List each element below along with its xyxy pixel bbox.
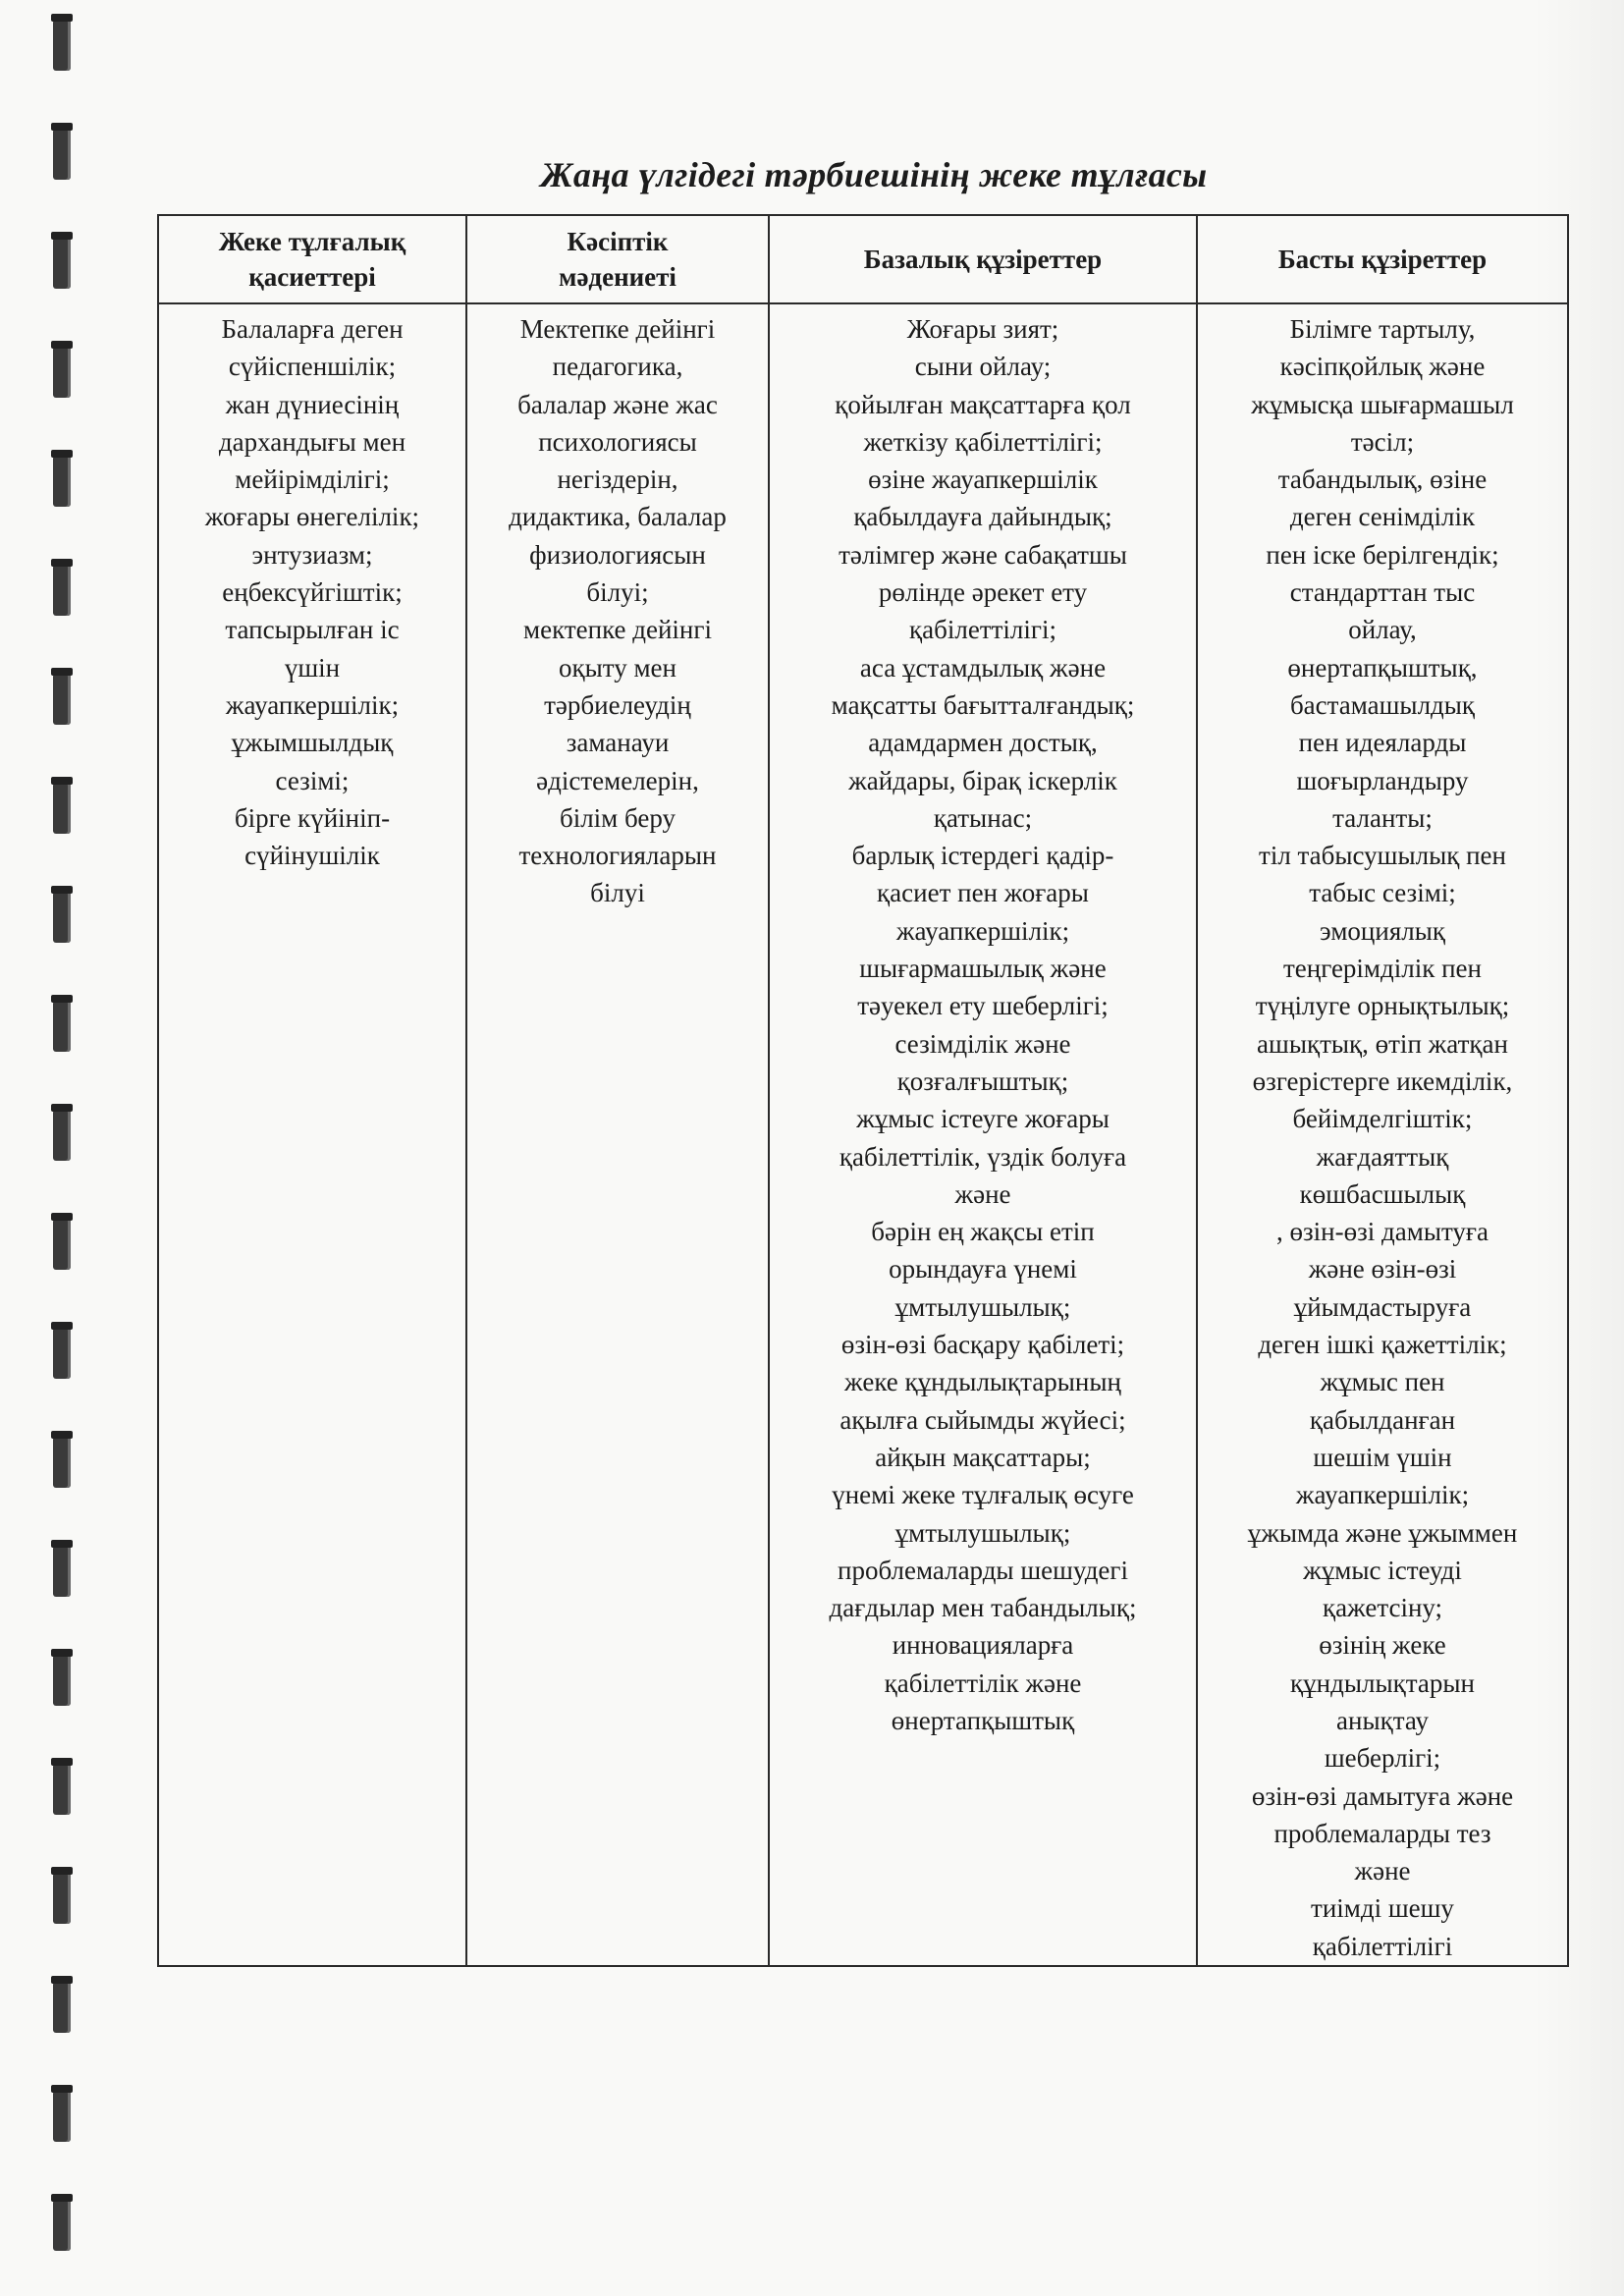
cell-line: қабылданған	[1309, 1404, 1456, 1435]
cell-personal-qualities	[158, 303, 466, 1966]
cell-line: қабілеттілік және	[884, 1667, 1082, 1698]
cell-line: өзгерістерге икемділік,	[1252, 1066, 1513, 1096]
cell-line: шеберлігі;	[1324, 1743, 1441, 1774]
binder-hole	[53, 674, 71, 725]
binder-hole	[53, 20, 71, 71]
cell-line: проблемаларды шешудегі	[838, 1555, 1128, 1585]
cell-key-competencies	[1197, 303, 1568, 1966]
cell-line: түңілуге орнықтылық;	[1255, 991, 1510, 1021]
header-basic-competencies	[769, 215, 1197, 303]
cell-line: жеке құндылықтарының	[844, 1367, 1121, 1397]
cell-line: қасиеттері	[248, 262, 376, 292]
cell-line: жағдаяттық	[1316, 1141, 1449, 1172]
page-title: Жаңа үлгідегі тәрбиешінің жеке тұлғасы	[540, 155, 1208, 194]
cell-line: шоғырландыру	[1296, 765, 1469, 795]
binder-holes	[53, 0, 92, 2296]
cell-line: ақылға сыйымды жүйесі;	[839, 1404, 1126, 1435]
binder-hole	[53, 2091, 71, 2142]
binder-hole	[53, 347, 71, 398]
binder-hole	[53, 238, 71, 289]
cell-line: және	[1354, 1856, 1411, 1886]
cell-line: энтузиазм;	[251, 539, 373, 570]
cell-line: жұмыс істеуге жоғары	[856, 1104, 1110, 1134]
cell-line: қабылдауға дайындық;	[853, 502, 1112, 532]
cell-line: ұмтылушылық;	[894, 1291, 1071, 1322]
cell-line: қасиет пен жоғары	[877, 878, 1089, 908]
cell-line: сүйіспеншілік;	[228, 352, 397, 382]
cell-line: тәуекел ету шеберлігі;	[857, 991, 1109, 1021]
cell-line: мектепке дейінгі	[523, 615, 712, 645]
cell-line: сезімі;	[275, 765, 350, 795]
cell-line: барлық істердегі қадір-	[851, 841, 1114, 871]
binder-hole	[53, 1001, 71, 1052]
cell-line: дағдылар мен табандылық;	[829, 1593, 1137, 1623]
cell-line: ашықтық, өтіп жатқан	[1257, 1028, 1508, 1059]
cell-line: кәсіпқойлық және	[1279, 352, 1486, 382]
cell-line: өзіне жауапкершілік	[868, 465, 1098, 495]
cell-line: жұмыс істеуді	[1303, 1555, 1462, 1585]
cell-line: адамдармен достық,	[868, 728, 1098, 758]
cell-line: Жеке тұлғалық	[218, 227, 406, 256]
binder-hole	[53, 892, 71, 943]
cell-line: жауапкершілік;	[895, 915, 1070, 946]
cell-line: әдістемелерін,	[536, 765, 699, 795]
cell-line: табандылық, өзіне	[1277, 465, 1488, 495]
binder-hole	[53, 1873, 71, 1924]
header-key-competencies	[1197, 215, 1568, 303]
cell-line: пен идеяларды	[1298, 728, 1467, 758]
binder-hole	[53, 1219, 71, 1270]
cell-line: қабілеттілігі	[1312, 1931, 1453, 1961]
cell-line: анықтау	[1336, 1705, 1429, 1735]
cell-line: тәлімгер және сабақатшы	[839, 539, 1127, 570]
cell-line: Жоғары зият;	[906, 314, 1059, 344]
cell-line: Кәсіптік	[567, 227, 669, 256]
cell-line: жұмыс пен	[1320, 1367, 1445, 1397]
cell-line: тапсырылған іс	[225, 615, 400, 645]
cell-line: Базалық құзіреттер	[863, 245, 1103, 274]
cell-line: жауапкершілік;	[225, 689, 400, 720]
binder-hole	[53, 1437, 71, 1488]
binder-hole	[53, 1764, 71, 1815]
cell-line: және	[954, 1178, 1011, 1209]
cell-line: ұжымшылдық	[231, 728, 394, 758]
cell-line: ойлау,	[1348, 615, 1417, 645]
cell-line: шығармашылық және	[859, 954, 1107, 984]
cell-line: бірге күйініп-	[234, 802, 391, 833]
header-personal-qualities	[158, 215, 466, 303]
table-header-row	[158, 215, 1568, 303]
competency-table	[157, 214, 1569, 1967]
cell-line: таланты;	[1332, 802, 1433, 833]
cell-line: өнертапқыштық,	[1287, 652, 1478, 683]
cell-line: ұжымда және ұжыммен	[1247, 1517, 1518, 1548]
cell-line: тиімді шешу	[1311, 1893, 1454, 1924]
cell-line: деген ішкі қажеттілік;	[1258, 1330, 1507, 1360]
cell-line: және өзін-өзі	[1308, 1254, 1457, 1285]
cell-line: эмоциялық	[1320, 915, 1445, 946]
cell-line: аса ұстамдылық және	[859, 652, 1107, 683]
cell-line: үшін	[284, 652, 341, 683]
cell-line: теңгерімділік пен	[1283, 954, 1482, 984]
cell-line: үнемі жеке тұлғалық өсуге	[832, 1480, 1134, 1510]
cell-line: қабілеттілігі;	[909, 615, 1056, 645]
cell-line: қозғалғыштық;	[896, 1066, 1069, 1096]
cell-line: білуі;	[586, 577, 649, 608]
cell-line: қажетсіну;	[1322, 1593, 1443, 1623]
cell-line: бастамашылдық	[1289, 689, 1476, 720]
cell-line: жан дүниесінің	[225, 389, 400, 419]
cell-line: білім беру	[559, 802, 677, 833]
cell-line: сезімділік және	[894, 1028, 1071, 1059]
cell-line: қабілеттілік, үздік болуға	[839, 1141, 1127, 1172]
cell-line: негіздерін,	[557, 465, 678, 495]
cell-line: шешім үшін	[1313, 1442, 1452, 1472]
binder-hole	[53, 1328, 71, 1379]
cell-line: бейімделгіштік;	[1292, 1104, 1473, 1134]
binder-hole	[53, 783, 71, 834]
cell-basic-competencies	[769, 303, 1197, 1966]
cell-line: өзін-өзі басқару қабілеті;	[840, 1330, 1125, 1360]
cell-line: ұмтылушылық;	[894, 1517, 1071, 1548]
cell-line: бәрін ең жақсы етіп	[871, 1217, 1095, 1247]
cell-line: тәсіл;	[1350, 426, 1415, 457]
cell-line: дархандығы мен	[218, 426, 406, 457]
cell-line: жұмысқа шығармашыл	[1251, 389, 1514, 419]
cell-line: Білімге тартылу,	[1289, 314, 1476, 344]
cell-line: өнертапқыштық	[891, 1705, 1075, 1735]
table-row	[158, 303, 1568, 1966]
cell-line: мәдениеті	[559, 262, 677, 292]
cell-line: дидактика, балалар	[509, 502, 727, 532]
cell-line: тәрбиелеудің	[544, 689, 691, 720]
cell-line: білуі	[590, 878, 645, 908]
cell-line: Балаларға деген	[221, 314, 404, 344]
cell-line: өзінің жеке	[1319, 1630, 1446, 1661]
cell-line: ұйымдастыруға	[1293, 1291, 1472, 1322]
cell-line: көшбасшылық	[1299, 1178, 1466, 1209]
cell-line: проблемаларды тез	[1273, 1818, 1491, 1848]
cell-line: пен іске берілгендік;	[1266, 539, 1499, 570]
cell-line: Мектепке дейінгі	[519, 314, 716, 344]
cell-line: жоғары өнегелілік;	[204, 502, 420, 532]
binder-hole	[53, 1546, 71, 1597]
cell-line: балалар және жас	[517, 389, 718, 419]
binder-hole	[53, 1655, 71, 1706]
cell-line: сыни ойлау;	[914, 352, 1052, 382]
cell-line: педагогика,	[552, 352, 683, 382]
cell-line: жауапкершілік;	[1295, 1480, 1470, 1510]
cell-line: тіл табысушылық пен	[1259, 841, 1506, 871]
cell-line: құндылықтарын	[1290, 1667, 1475, 1698]
cell-professional-culture	[466, 303, 769, 1966]
header-professional-culture	[466, 215, 769, 303]
cell-line: инновацияларға	[892, 1630, 1074, 1661]
cell-line: технологияларын	[518, 841, 717, 871]
cell-line: оқыту мен	[559, 652, 677, 683]
cell-line: психологиясы	[538, 426, 697, 457]
binder-hole	[53, 129, 71, 180]
cell-line: еңбексүйгіштік;	[222, 577, 403, 608]
cell-line: , өзін-өзі дамытуға	[1276, 1217, 1489, 1247]
cell-line: өзін-өзі дамытуға және	[1251, 1780, 1514, 1811]
binder-hole	[53, 2200, 71, 2251]
cell-line: Басты құзіреттер	[1277, 245, 1488, 274]
cell-line: айқын мақсаттары;	[875, 1442, 1091, 1472]
cell-line: рөлінде әрекет ету	[878, 577, 1088, 608]
cell-line: жайдары, бірақ іскерлік	[848, 765, 1117, 795]
cell-line: стандарттан тыс	[1289, 577, 1476, 608]
cell-line: қойылған мақсаттарға қол	[835, 389, 1131, 419]
cell-line: сүйінушілік	[244, 841, 380, 871]
cell-line: табыс сезімі;	[1309, 878, 1456, 908]
binder-hole	[53, 1982, 71, 2033]
cell-line: деген сенімділік	[1289, 502, 1476, 532]
binder-hole	[53, 565, 71, 616]
cell-line: заманауи	[566, 728, 670, 758]
binder-hole	[53, 456, 71, 507]
cell-line: қатынас;	[933, 802, 1033, 833]
cell-line: физиологиясын	[529, 539, 706, 570]
cell-line: жеткізу қабілеттілігі;	[863, 426, 1103, 457]
binder-hole	[53, 1110, 71, 1161]
cell-line: орындауға үнемі	[889, 1254, 1077, 1285]
cell-line: мақсатты бағытталғандық;	[831, 689, 1135, 720]
cell-line: мейірімділігі;	[235, 465, 390, 495]
